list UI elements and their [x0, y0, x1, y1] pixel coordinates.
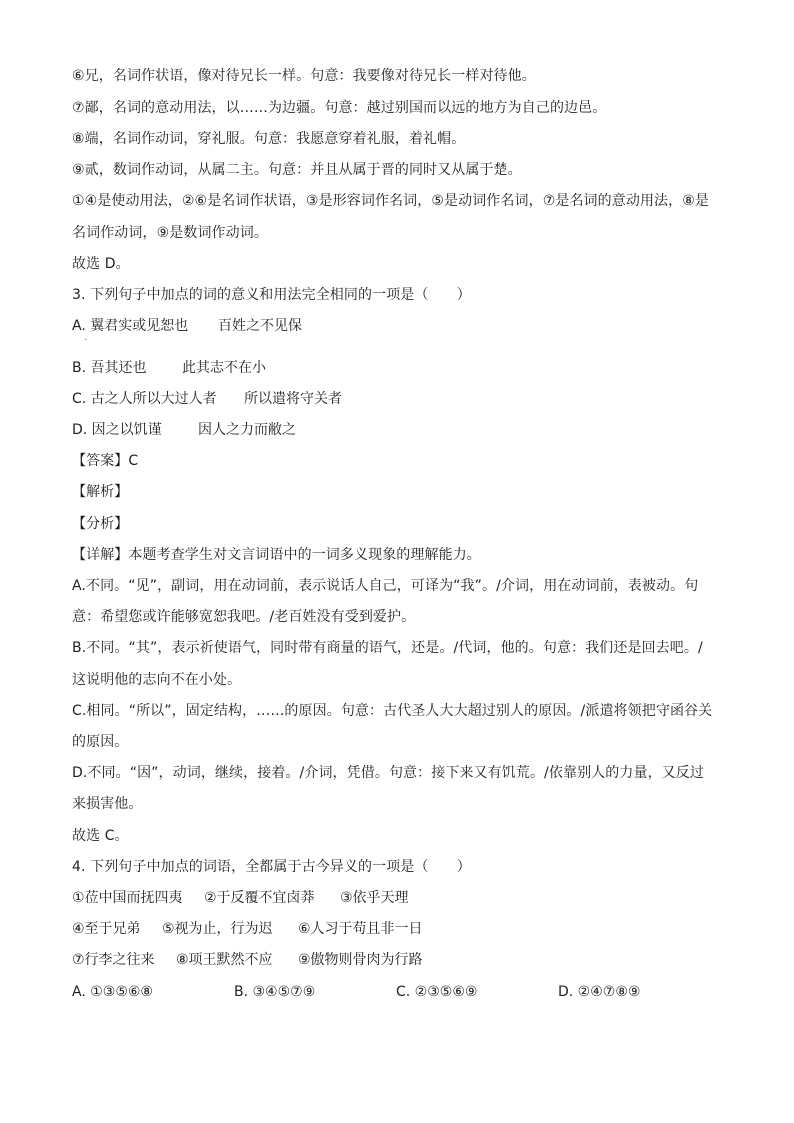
- q4-option-b: B. ③④⑤⑦⑨: [234, 984, 316, 1000]
- analysis-sub-label: 【分析】: [72, 516, 129, 532]
- q4-item-2: ②于反覆不宜卤莽: [204, 890, 315, 906]
- detail-c-line-2: 的原因。: [72, 734, 129, 750]
- q3-option-d-right: 因人之力而敝之: [198, 422, 296, 438]
- q4-options: [72, 982, 732, 1002]
- q3-option-d: [72, 420, 732, 440]
- question-4-stem: 4. 下列句子中加点的词语，全都属于古今异义的一项是（ ）: [72, 859, 471, 875]
- analysis-label: 【解析】: [72, 484, 129, 500]
- q4-option-d: D. ②④⑦⑧⑨: [558, 984, 641, 1000]
- q4-item-5: ⑤视为止，行为迟: [162, 921, 273, 937]
- detail-d-line-2: 来损害他。: [72, 796, 143, 812]
- q4-item-3: ③依乎天理: [340, 890, 409, 906]
- detail-b-line-2: 这说明他的志向不在小处。: [72, 672, 242, 688]
- choose-d: 故选 D。: [72, 256, 130, 272]
- emphasis-dot: ·: [84, 335, 88, 346]
- explanation-line-9: ⑨贰，数词作动词，从属二主。句意：并且从属于晋的同时又从属于楚。: [72, 162, 522, 178]
- q3-option-b: [72, 358, 732, 378]
- q4-item-9: ⑨傲物则骨肉为行路: [298, 952, 423, 968]
- detail-intro: 【详解】本题考查学生对文言词语中的一词多义现象的理解能力。: [72, 547, 481, 563]
- q3-option-b-left: B. 吾其还也: [72, 360, 147, 376]
- q4-option-a: A. ①③⑤⑥⑧: [72, 984, 153, 1000]
- summary-line-1: ①④是使动用法，②⑥是名词作状语，③是形容词作名词，⑤是动词作名词，⑦是名词的意动用法，⑧是: [72, 193, 710, 209]
- explanation-line-8: ⑧端，名词作动词，穿礼服。句意：我愿意穿着礼服，着礼帽。: [72, 131, 466, 147]
- q4-item-4: ④至于兄弟: [72, 921, 141, 937]
- detail-a-line-1: A.不同。“见”，副词，用在动词前，表示说话人自己，可译为“我”。/介词，用在动词前，表被动。句: [72, 578, 699, 594]
- q3-option-c: [72, 389, 732, 409]
- q3-option-c-left: C. 古之人所以大过人者: [72, 391, 217, 407]
- detail-d-line-1: D.不同。“因”，动词，继续，接着。/介词，凭借。句意：接下来又有饥荒。/依靠别人的力量，又反过: [72, 765, 704, 781]
- q4-items-row-1: [72, 888, 732, 908]
- q4-item-7: ⑦行李之往来: [72, 952, 155, 968]
- q3-option-d-left: D. 因之以饥谨: [72, 422, 162, 438]
- q3-option-a-right: 百姓之不见保: [218, 318, 302, 334]
- q3-option-a-left: A. 翼君实或见恕也: [72, 318, 189, 334]
- q4-items-row-2: [72, 919, 732, 939]
- q4-item-1: ①莅中国而抚四夷: [72, 890, 183, 906]
- question-3-stem: 3. 下列句子中加点的词的意义和用法完全相同的一项是（ ）: [72, 287, 471, 303]
- detail-c-line-1: C.相同。“所以”，固定结构，……的原因。句意：古代圣人大大超过别人的原因。/派遣将领把守函谷关: [72, 703, 713, 719]
- choose-c: 故选 C。: [72, 828, 129, 844]
- q3-option-a: [72, 316, 732, 336]
- q4-items-row-3: [72, 950, 732, 970]
- explanation-line-7: ⑦鄙，名词的意动用法，以……为边疆。句意：越过别国而以远的地方为自己的边邑。: [72, 100, 607, 116]
- detail-b-line-1: B.不同。“其”，表示祈使语气，同时带有商量的语气，还是。/代词，他的。句意：我们还是回去吧。/: [72, 640, 703, 656]
- q4-item-8: ⑧项王默然不应: [176, 952, 273, 968]
- q3-option-b-right: 此其志不在小: [182, 360, 266, 376]
- detail-a-line-2: 意：希望您或许能够宽恕我吧。/老百姓没有受到爱护。: [72, 609, 416, 625]
- q4-item-6: ⑥人习于苟且非一日: [298, 921, 423, 937]
- answer-label: 【答案】C: [72, 453, 139, 469]
- q4-option-c: C. ②③⑤⑥⑨: [396, 984, 478, 1000]
- q3-option-c-right: 所以遣将守关者: [244, 391, 342, 407]
- summary-line-2: 名词作动词，⑨是数词作动词。: [72, 225, 268, 241]
- explanation-line-6: ⑥兄，名词作状语，像对待兄长一样。句意：我要像对待兄长一样对待他。: [72, 68, 536, 84]
